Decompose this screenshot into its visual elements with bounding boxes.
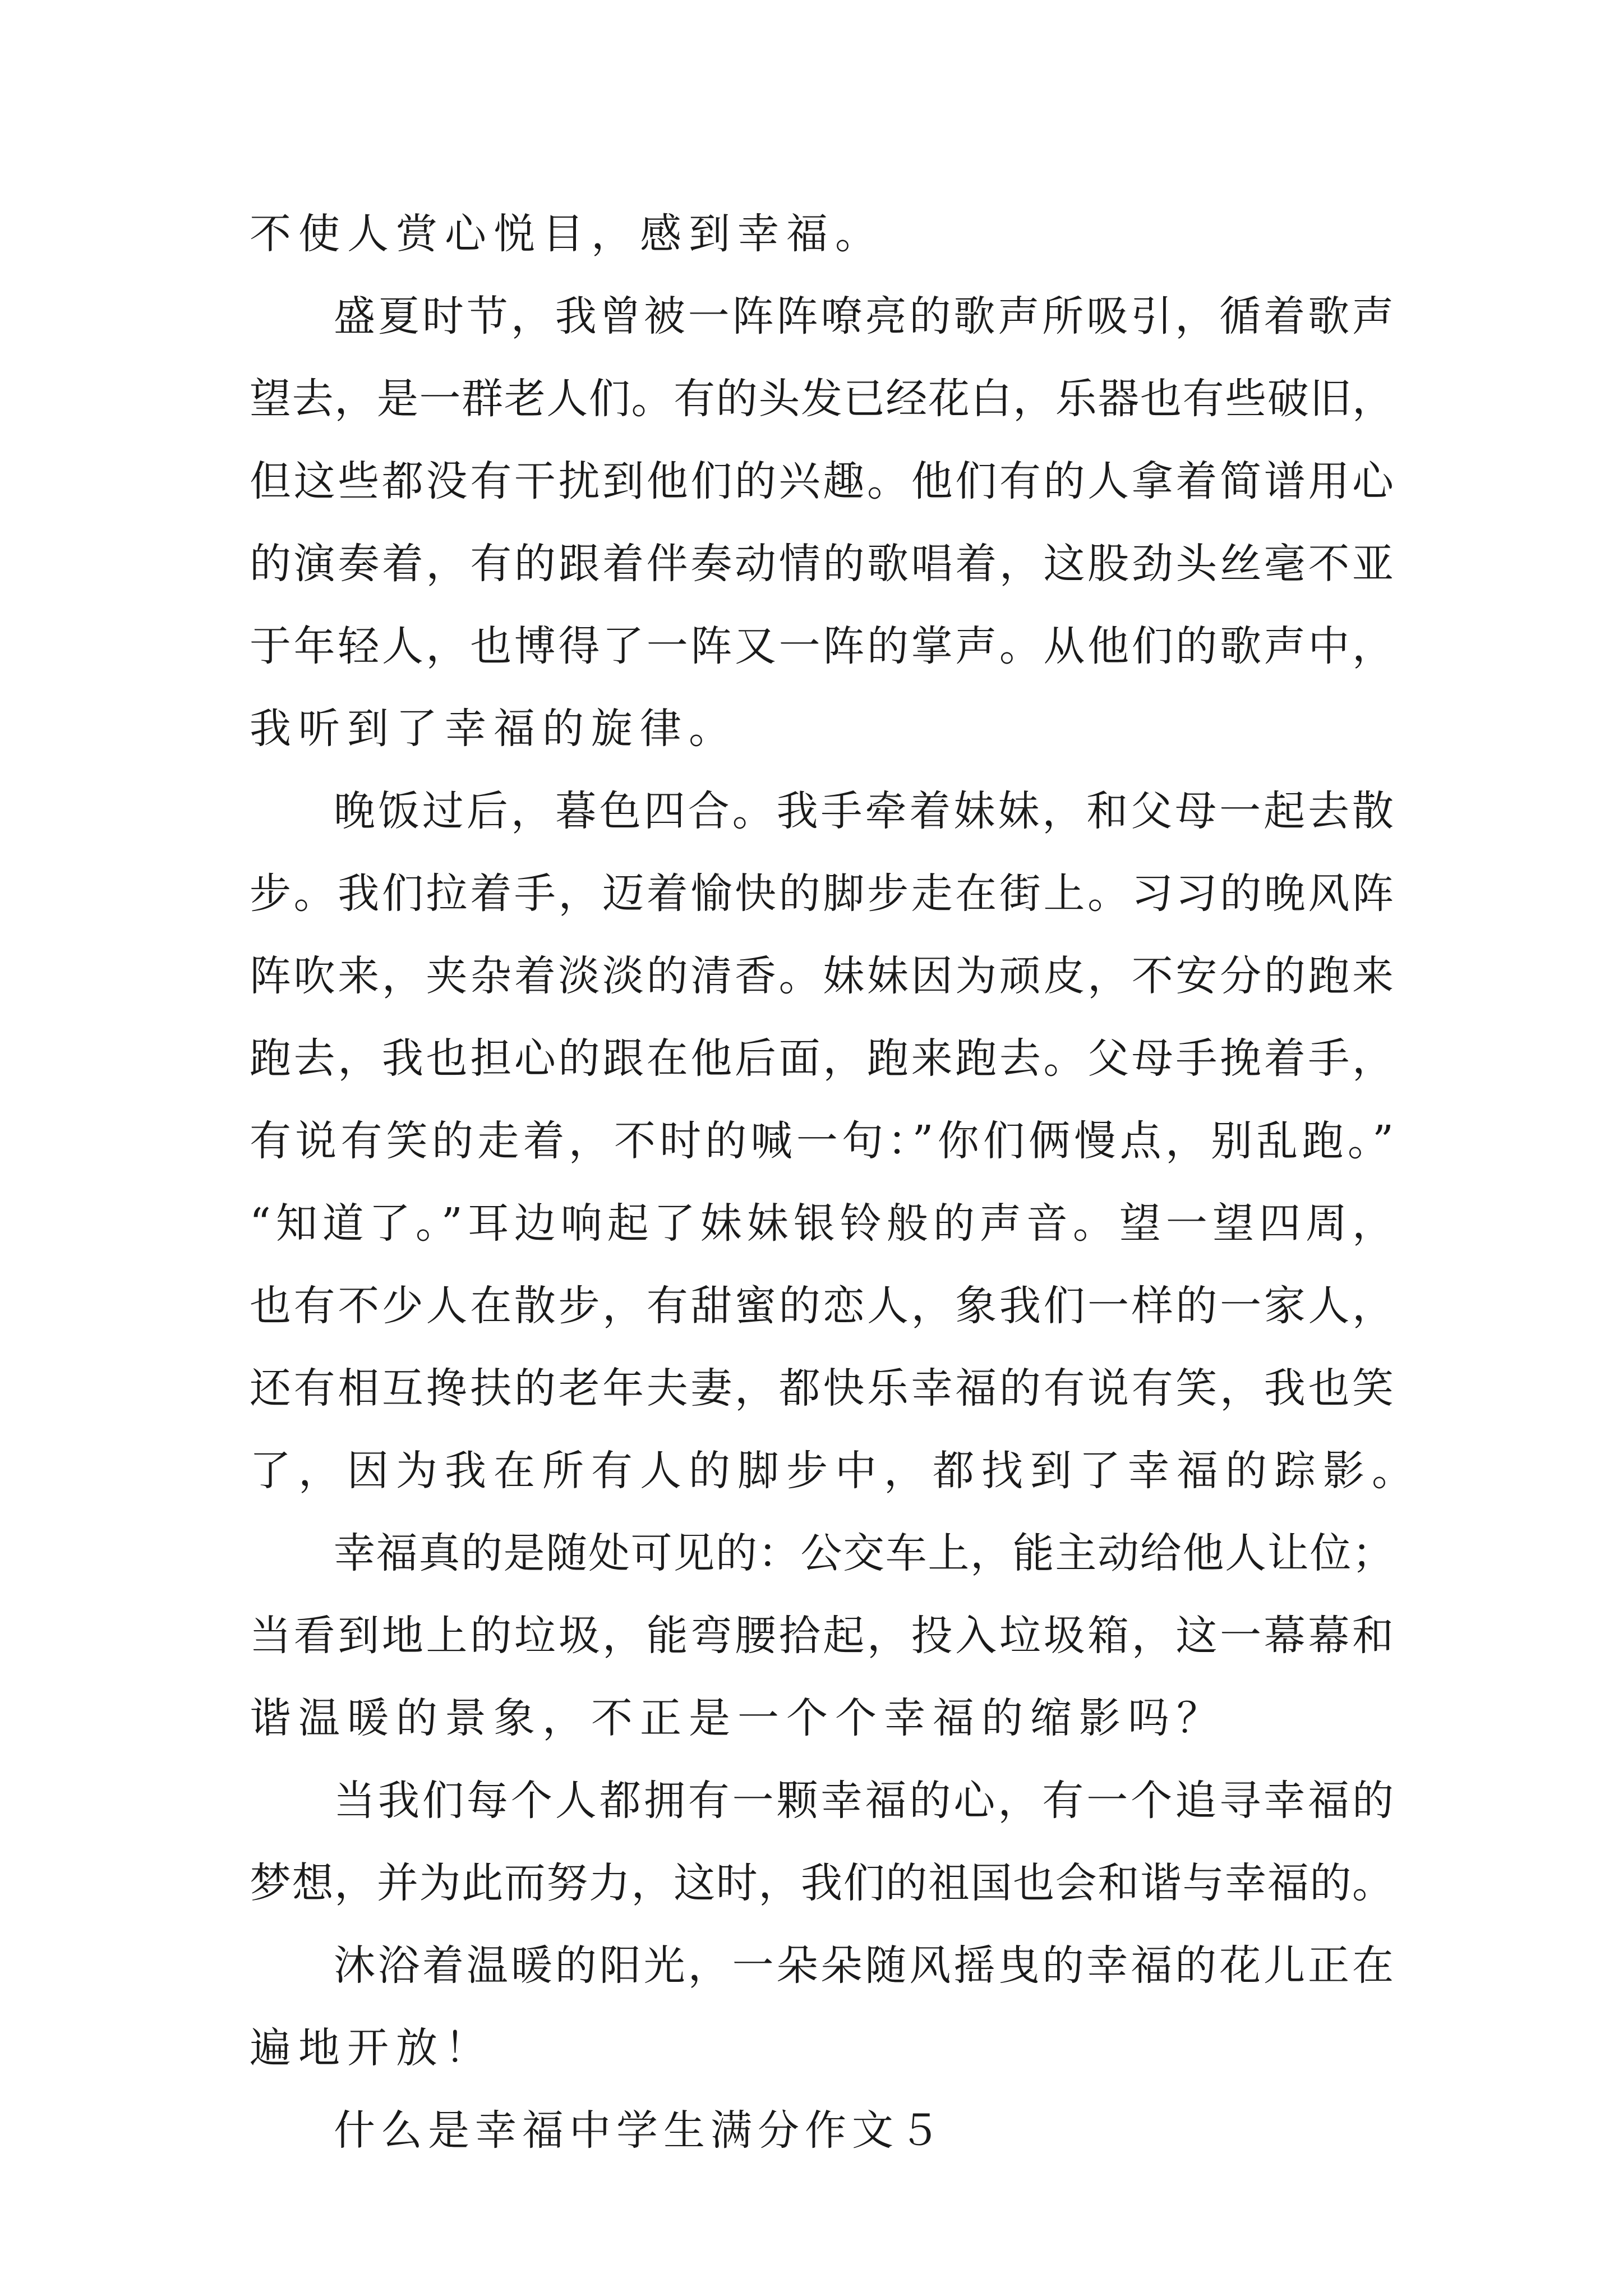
text-line: 也有不少人在散步，有甜蜜的恋人，象我们一样的一家人， bbox=[250, 1282, 1394, 1330]
text-line: 遍地开放！ bbox=[250, 2024, 494, 2072]
text-line: 的演奏着，有的跟着伴奏动情的歌唱着，这股劲头丝毫不亚 bbox=[250, 540, 1394, 588]
text-line: 还有相互搀扶的老年夫妻，都快乐幸福的有说有笑，我也笑 bbox=[250, 1364, 1394, 1412]
section-heading: 什么是幸福中学生满分作文５ bbox=[334, 2106, 946, 2155]
paragraph-start-line: 当我们每个人都拥有一颗幸福的心，有一个追寻幸福的 bbox=[334, 1777, 1394, 1825]
text-line: 但这些都没有干扰到他们的兴趣。他们有的人拿着简谱用心 bbox=[250, 457, 1394, 505]
text-line: “知道了。”耳边响起了妹妹银铃般的声音。望一望四周， bbox=[250, 1199, 1394, 1248]
text-line: 谐温暖的景象，不正是一个个幸福的缩影吗？ bbox=[250, 1694, 1225, 1742]
text-line: 阵吹来，夹杂着淡淡的清香。妹妹因为顽皮，不安分的跑来 bbox=[250, 952, 1394, 1000]
paragraph-start-line: 沐浴着温暖的阳光，一朵朵随风摇曳的幸福的花儿正在 bbox=[334, 1941, 1394, 1990]
text-line: 我听到了幸福的旋律。 bbox=[250, 705, 737, 753]
text-line: 步。我们拉着手，迈着愉快的脚步走在街上。习习的晚风阵 bbox=[250, 869, 1394, 918]
text-line: 不使人赏心悦目，感到幸福。 bbox=[250, 210, 884, 258]
text-line: 了，因为我在所有人的脚步中，都找到了幸福的踪影。 bbox=[250, 1447, 1421, 1495]
text-line: 望去，是一群老人们。有的头发已经花白，乐器也有些破旧， bbox=[250, 375, 1394, 423]
paragraph-start-line: 幸福真的是随处可见的：公交车上，能主动给他人让位； bbox=[334, 1529, 1394, 1577]
paragraph-start-line: 盛夏时节，我曾被一阵阵嘹亮的歌声所吸引，循着歌声 bbox=[334, 292, 1394, 341]
text-line: 于年轻人，也博得了一阵又一阵的掌声。从他们的歌声中， bbox=[250, 622, 1394, 670]
text-line: 有说有笑的走着，不时的喊一句：”你们俩慢点，别乱跑。” bbox=[250, 1117, 1394, 1165]
paragraph-start-line: 晚饭过后，暮色四合。我手牵着妹妹，和父母一起去散 bbox=[334, 787, 1394, 835]
text-line: 梦想，并为此而努力，这时，我们的祖国也会和谐与幸福的。 bbox=[250, 1859, 1394, 1907]
text-line: 当看到地上的垃圾，能弯腰拾起，投入垃圾箱，这一幕幕和 bbox=[250, 1612, 1394, 1660]
text-line: 跑去，我也担心的跟在他后面，跑来跑去。父母手挽着手， bbox=[250, 1034, 1394, 1083]
